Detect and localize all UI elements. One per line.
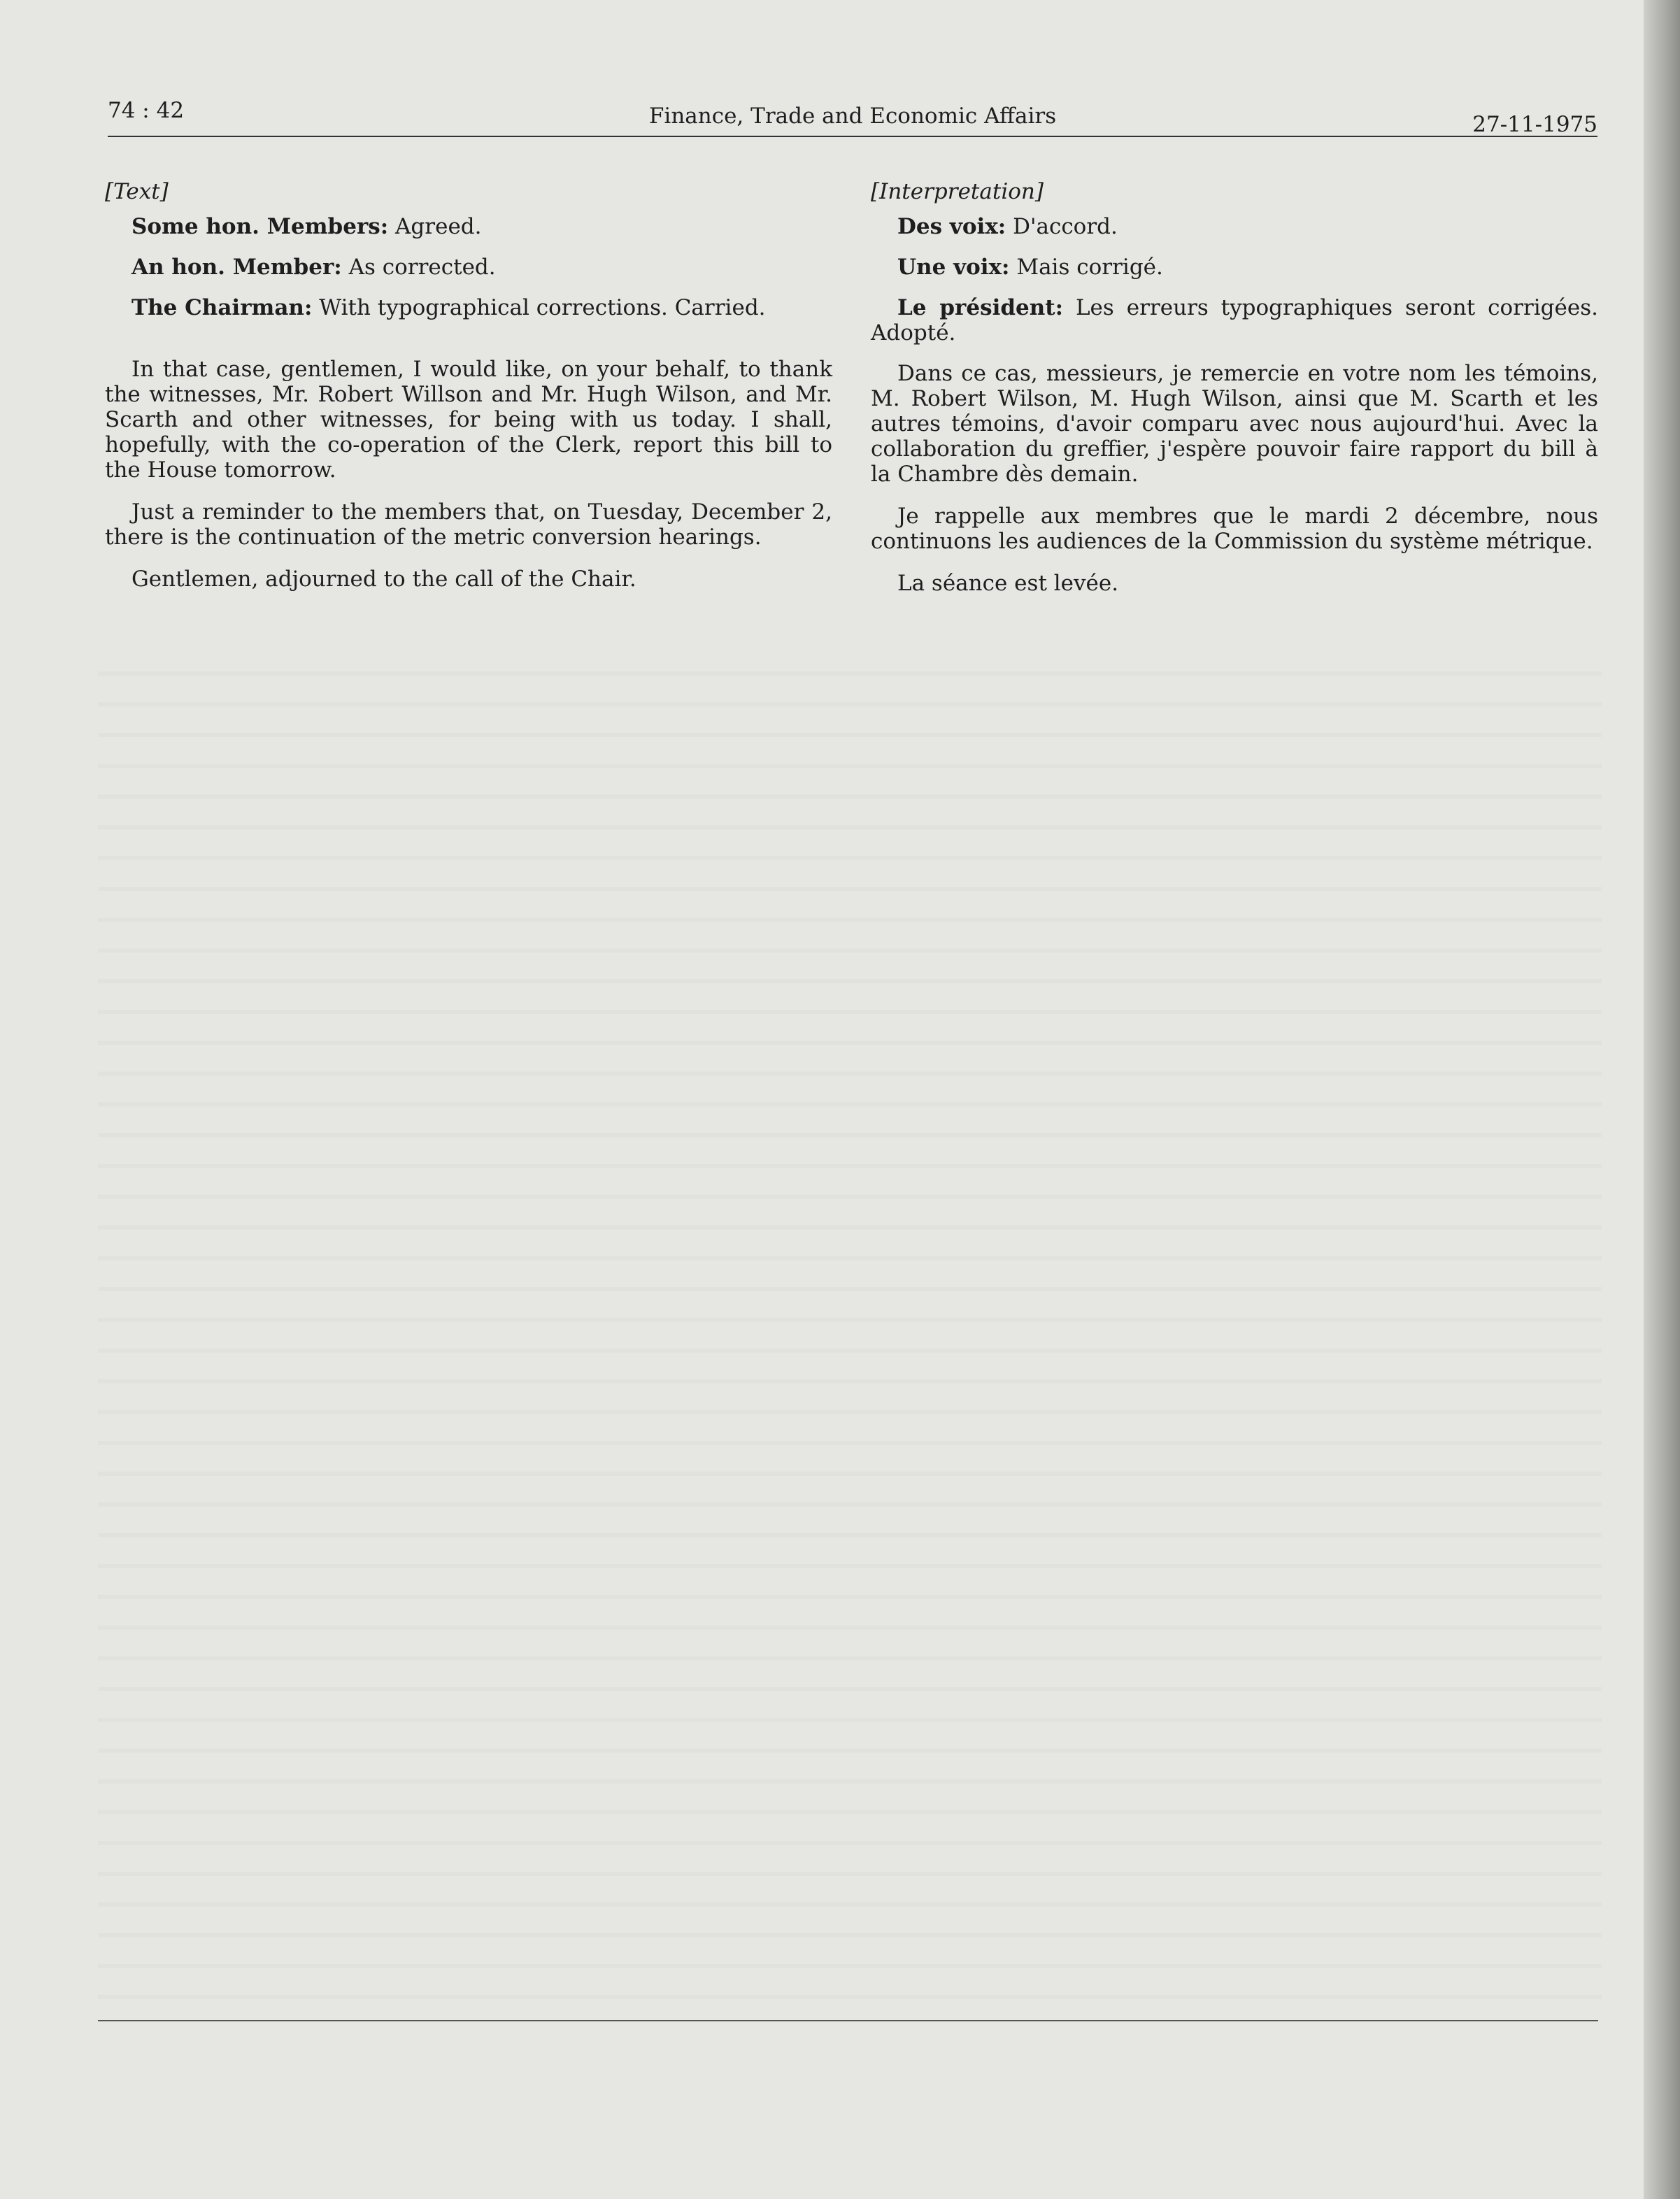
english-column [105, 179, 832, 609]
footer-rule [98, 2020, 1598, 2021]
body-paragraph: In that case, gentlemen, I would like, on your behalf, to thank the witnesses, Mr. Robert Willson and Mr. Hugh Wilson, and Mr. Scarth and other witnesses, for being with us today. I shall, hopefully, with the co-operation of the Clerk, report this bill to the House tomorrow. [105, 357, 832, 483]
french-column [871, 179, 1598, 613]
speech-paragraph [871, 295, 1598, 346]
speech-text: D'accord. [1006, 214, 1118, 239]
speaker-name: Des voix: [897, 214, 1006, 239]
binding-shadow [1644, 0, 1680, 2199]
body-paragraph: Dans ce cas, messieurs, je remercie en votre nom les témoins, M. Robert Wilson, M. Hugh Wilson, ainsi que M. Scarth et les autres témoins, d'avoir comparu avec nous aujourd'hui. Avec la collaboration du greffier, j'espère pouvoir faire rapport du bill à la Chambre dès demain. [871, 361, 1598, 487]
speech-text: Mais corrigé. [1009, 255, 1163, 280]
page-header [108, 98, 1597, 137]
speech-text: Les erreurs typographiques seront corrigées. Adopté. [871, 295, 1598, 346]
speech-text: With typographical corrections. Carried. [312, 295, 766, 320]
speaker-name: The Chairman: [131, 295, 313, 320]
speech-text: Agreed. [388, 214, 482, 239]
speech-paragraph [105, 295, 832, 320]
column-label: [Text] [105, 179, 169, 204]
body-paragraph: Je rappelle aux membres que le mardi 2 décembre, nous continuons les audiences de la Commission du système métrique. [871, 504, 1598, 554]
speech-text: As corrected. [341, 255, 496, 280]
speaker-name: An hon. Member: [131, 255, 342, 280]
header-date: 27-11-1975 [1472, 112, 1597, 137]
speaker-name: Le président: [897, 295, 1064, 320]
speaker-name: Some hon. Members: [131, 214, 389, 239]
body-paragraph: La séance est levée. [897, 571, 1119, 596]
page-number: 74 : 42 [108, 98, 185, 123]
show-through-text [98, 671, 1602, 2000]
body-paragraph: Gentlemen, adjourned to the call of the Chair. [131, 567, 636, 592]
speech-paragraph [105, 214, 832, 239]
speech-paragraph [105, 255, 832, 280]
body-paragraph: Just a reminder to the members that, on Tuesday, December 2, there is the continuation of the metric conversion hearings. [105, 499, 832, 550]
speaker-name: Une voix: [897, 255, 1010, 280]
running-title: Finance, Trade and Economic Affairs [648, 104, 1057, 129]
speech-paragraph [871, 214, 1598, 239]
column-label: [Interpretation] [871, 179, 1044, 204]
speech-paragraph [871, 255, 1598, 280]
